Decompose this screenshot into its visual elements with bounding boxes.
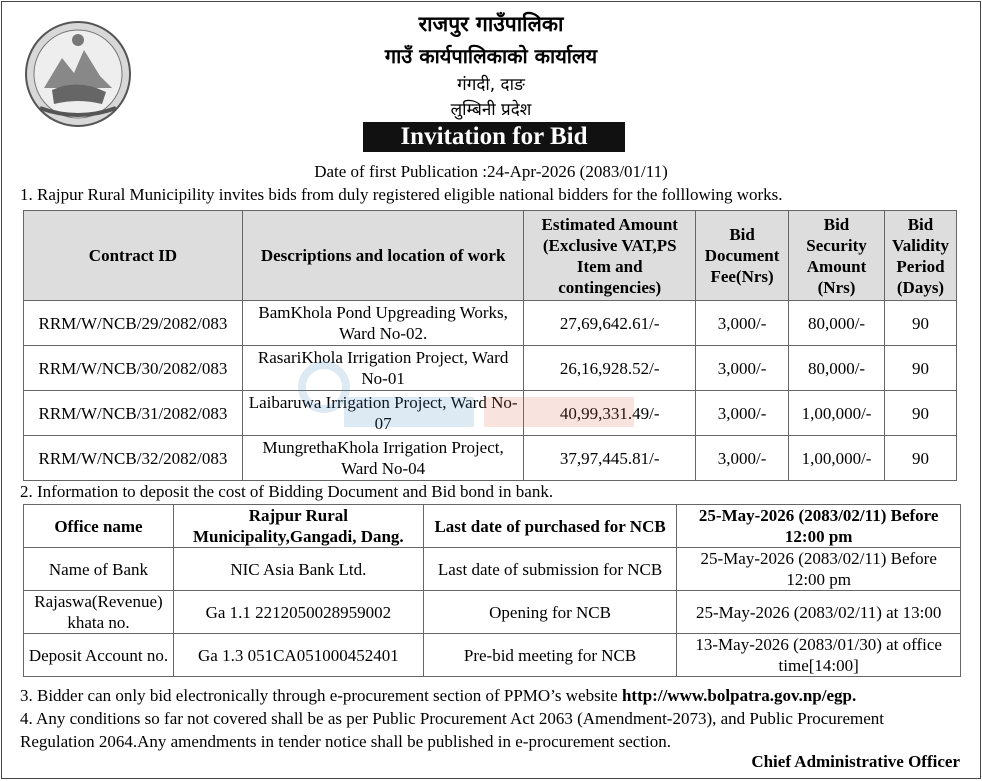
security-amount: 1,00,000/- [789, 391, 885, 436]
validity-period: 90 [884, 391, 956, 436]
contract-id: RRM/W/NCB/32/2082/083 [24, 436, 243, 481]
document-fee: 3,000/- [696, 301, 789, 346]
table-header-row [24, 211, 957, 301]
document-fee: 3,000/- [696, 391, 789, 436]
work-description: MungrethaKhola Irrigation Project, Ward No-04 [242, 436, 523, 481]
security-amount: 80,000/- [789, 346, 885, 391]
table-row [24, 634, 961, 677]
table-row [24, 436, 957, 481]
province-name: लुम्बिनी प्रदेश [450, 100, 532, 120]
column-header: Descriptions and location of work [242, 211, 523, 301]
submission-date-label: Last date of submission for NCB [423, 548, 677, 591]
point-3-text: 3. Bidder can only bid electronically through e-procurement section of PPMO’s website [20, 686, 622, 705]
column-header: Bid Validity Period (Days) [884, 211, 956, 301]
contract-id: RRM/W/NCB/29/2082/083 [24, 301, 243, 346]
work-description: BamKhola Pond Upgreading Works, Ward No-02. [242, 301, 523, 346]
bank-name-label: Name of Bank [24, 548, 174, 591]
prebid-meeting-value: 13-May-2026 (2083/01/30) at office time[14:00] [677, 634, 961, 677]
purchase-date-value: 25-May-2026 (2083/02/11) Before 12:00 pm [677, 505, 961, 548]
prebid-meeting-label: Pre-bid meeting for NCB [423, 634, 677, 677]
estimated-amount: 26,16,928.52/- [524, 346, 696, 391]
table-row [24, 391, 957, 436]
estimated-amount: 40,99,331.49/- [524, 391, 696, 436]
security-amount: 1,00,000/- [789, 436, 885, 481]
opening-label: Opening for NCB [423, 591, 677, 634]
table-row [24, 346, 957, 391]
estimated-amount: 37,97,445.81/- [524, 436, 696, 481]
office-name: गाउँ कार्यपालिकाको कार्यालय [384, 44, 598, 68]
point-4-line-1: 4. Any conditions so far not covered shall be as per Public Procurement Act 2063 (Amendment-2073), and Public Procurement [20, 709, 884, 728]
purchase-date-label: Last date of purchased for NCB [423, 505, 677, 548]
revenue-khata-value: Ga 1.1 2212050028959002 [173, 591, 423, 634]
notice-title: Invitation for Bid [363, 122, 625, 152]
work-description: Laibaruwa Irrigation Project, Ward No-07 [242, 391, 523, 436]
column-header: Bid Document Fee(Nrs) [696, 211, 789, 301]
point-3 [20, 686, 856, 706]
contract-id: RRM/W/NCB/30/2082/083 [24, 346, 243, 391]
bank-name-value: NIC Asia Bank Ltd. [173, 548, 423, 591]
work-description: RasariKhola Irrigation Project, Ward No-01 [242, 346, 523, 391]
point-1: 1. Rajpur Rural Municipility invites bids from duly registered eligible national bidders for the folllowing works. [20, 185, 783, 204]
bolpatra-link[interactable]: http://www.bolpatra.gov.np/egp. [621, 686, 857, 705]
office-name-value: Rajpur Rural Municipality,Gangadi, Dang. [173, 505, 423, 548]
table-row [24, 548, 961, 591]
estimated-amount: 27,69,642.61/- [524, 301, 696, 346]
submission-date-value: 25-May-2026 (2083/02/11) Before 12:00 pm [677, 548, 961, 591]
security-amount: 80,000/- [789, 301, 885, 346]
table-row [24, 591, 961, 634]
point-4-line-2: Regulation 2064.Any amendments in tender notice shall be published in e-procurement section. [20, 732, 672, 751]
validity-period: 90 [884, 436, 956, 481]
office-name-label: Office name [24, 505, 174, 548]
validity-period: 90 [884, 346, 956, 391]
deposit-account-label: Deposit Account no. [24, 634, 174, 677]
signature-title: Chief Administrative Officer [751, 752, 960, 771]
contract-id: RRM/W/NCB/31/2082/083 [24, 391, 243, 436]
document-fee: 3,000/- [696, 346, 789, 391]
revenue-khata-label: Rajaswa(Revenue) khata no. [24, 591, 174, 634]
point-2: 2. Information to deposit the cost of Bidding Document and Bid bond in bank. [20, 482, 554, 501]
column-header: Bid Security Amount (Nrs) [789, 211, 885, 301]
office-location: गंगदी, दाङ [457, 75, 525, 95]
deposit-account-value: Ga 1.3 051CA051000452401 [173, 634, 423, 677]
municipality-name: राजपुर गाउँपालिका [418, 12, 564, 36]
column-header: Estimated Amount (Exclusive VAT,PS Item and contingencies) [524, 211, 696, 301]
table-row [24, 505, 961, 548]
document-fee: 3,000/- [696, 436, 789, 481]
table-row [24, 301, 957, 346]
works-table [23, 210, 957, 481]
publication-date: Date of first Publication :24-Apr-2026 (2083/01/11) [314, 162, 668, 181]
notice-page [1, 1, 981, 779]
bank-info-table [23, 504, 961, 677]
validity-period: 90 [884, 301, 956, 346]
column-header: Contract ID [24, 211, 243, 301]
opening-value: 25-May-2026 (2083/02/11) at 13:00 [677, 591, 961, 634]
